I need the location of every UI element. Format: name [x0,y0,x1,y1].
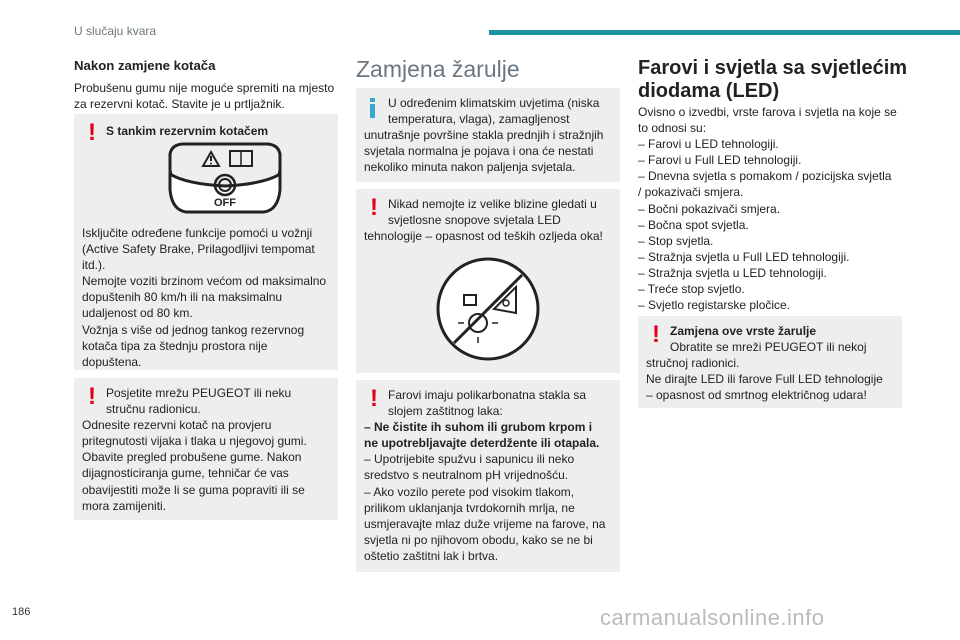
text-line: stručnu radionicu. [106,402,201,417]
page-number: 186 [12,606,31,618]
driving-aids-off-icon [166,140,284,216]
text-line: Obratite se mreži PEUGEOT ili nekoj [670,340,867,355]
text-line: temperatura, vlaga), zamagljenost [388,112,570,127]
warning-body [364,387,605,564]
title-line: Farovi i svjetla sa svjetlećim [638,57,908,79]
service-network-warning-box [74,378,338,520]
header-section-title: U slučaju kvara [74,24,157,38]
text-line: stručnoj radionici. [646,356,740,371]
polycarbonate-warning-box [356,380,620,572]
text-line: Obavite pregled probušene gume. Nakon [82,450,302,465]
warning-body [646,323,883,403]
text-line: kotača tipa za štednju prostora nije [82,338,268,353]
text-line: Vožnja s više od jednog tankog rezervnog [82,322,305,337]
warning-exclamation-icon: ! [88,119,96,146]
warning-exclamation-icon: ! [652,321,660,348]
watermark: carmanualsonline.info [600,605,825,630]
text-line: dopuštena. [82,354,142,369]
text-line: mora zamijeniti. [82,498,167,513]
list-item: – Treće stop svjetlo. [638,282,745,297]
warning-body [82,225,326,370]
text-line: Isključite određene funkcije pomoći u vožnji [82,226,313,240]
text-line: Ne dirajte LED ili farove Full LED tehnologije [646,372,883,387]
warning-body [364,196,603,244]
warning-title: Zamjena ove vrste žarulje [670,324,817,338]
text-line: svjetala normalna je pojava i ona će nestati [364,144,594,159]
warning-exclamation-icon: ! [370,385,378,412]
warning-exclamation-icon: ! [370,194,378,221]
text-line: – opasnost od smrtnog električnog udara! [646,388,867,403]
list-item: – Svjetlo registarske pločice. [638,298,791,313]
text-line: slojem zaštitnog laka: [388,404,503,419]
text-line: dijagnosticiranja gume, tehničar će vas [82,466,289,481]
text-line: usmjeravajte mlaz duže vrijeme na farove, na [364,516,606,531]
warning-exclamation-icon: ! [88,383,96,410]
after-wheel-change-heading: Nakon zamjene kotača [74,58,216,73]
text-line: nekoliko minuta nakon paljenja svjetala. [364,160,576,175]
text-line: obavijestiti može li se guma popraviti ili se [82,482,305,497]
list-item: – Stop svjetla. [638,233,714,248]
list-item: / pokazivači smjera. [638,185,744,200]
text-line: U određenim klimatskim uvjetima (niska [388,96,600,110]
warning-body [82,385,307,514]
led-bulb-replacement-warning-box [638,316,902,408]
warning-title: S tankim rezervnim kotačem [106,124,269,138]
info-body [364,95,603,175]
text-line: prilikom uklanjanja tvrdokornih mrlja, ne [364,500,575,515]
text-line: Nikad nemojte iz velike blizine gledati u [388,197,597,211]
text-line: unutrašnje površine stakla prednjih i stražnjih [364,128,604,143]
text-line: Posjetite mrežu PEUGEOT ili neku [106,386,292,400]
text-line: – Ne čistite ih suhom ili grubom krpom i [364,420,593,435]
list-item: – Bočna spot svjetla. [638,217,749,232]
thin-spare-wheel-warning-box [74,114,338,370]
text-line: ne upotrebljavajte deterdžente ili otapala. [364,436,600,451]
led-lights-title [638,57,907,103]
title-line: diodama (LED) [638,80,780,102]
text-line: svjetla ni po njihovom obodu, kako se ne bi [364,532,593,547]
list-item: – Stražnja svjetla u Full LED tehnologiji. [638,249,850,264]
text-line: Nemojte voziti brzinom većom od maksimalno [82,274,327,289]
col1-intro [74,80,344,112]
list-item: – Stražnja svjetla u LED tehnologiji. [638,265,827,280]
text-line: Ovisno o izvedbi, vrste farova i svjetla na koje se [638,105,897,119]
list-item: – Dnevna svjetla s pomakom / pozicijska svjetla [638,169,892,184]
text-line: tehnologije – opasnost od teških ozljeda oka! [364,229,603,244]
led-eye-warning-box [356,189,620,373]
list-item: – Farovi u Full LED tehnologiji. [638,153,802,168]
text-line: svjetlosne snopove svjetala LED [388,213,561,228]
list-item: – Farovi u LED tehnologiji. [638,137,779,152]
text-line: za rezervni kotač. Stavite je u prtljažnik. [74,97,285,112]
col3-intro [638,104,897,313]
text-line: – Ako vozilo perete pod visokim tlakom, [364,484,575,499]
text-line: udaljenost od 80 km. [82,306,193,321]
header-accent-bar [489,30,960,35]
condensation-info-box [356,88,620,182]
svg-text:OFF: OFF [214,197,236,209]
text-line: itd.). [82,258,106,273]
text-line: dopuštenih 80 km/h ili na maksimalnu [82,290,283,305]
text-line: Probušenu gumu nije moguće spremiti na mjesto [74,81,335,95]
text-line: sredstvo s neutralnom pH vrijednošću. [364,468,569,483]
text-line: pritegnutosti vijaka i tlaka u njegovoj gumi. [82,434,307,449]
text-line: to odnosi su: [638,121,707,136]
text-line: Odnesite rezervni kotač na provjeru [82,418,272,433]
text-line: Farovi imaju polikarbonatna stakla sa [388,388,587,402]
list-item: – Bočni pokazivači smjera. [638,201,781,216]
text-line: (Active Safety Brake, Prilagodljivi tempomat [82,242,315,257]
bulb-replacement-title: Zamjena žarulje [356,56,520,82]
do-not-look-at-led-icon [434,255,542,363]
text-line: – Upotrijebite spužvu i sapunicu ili neko [364,452,575,467]
text-line: oštetio zaštitni lak i brtva. [364,548,499,563]
